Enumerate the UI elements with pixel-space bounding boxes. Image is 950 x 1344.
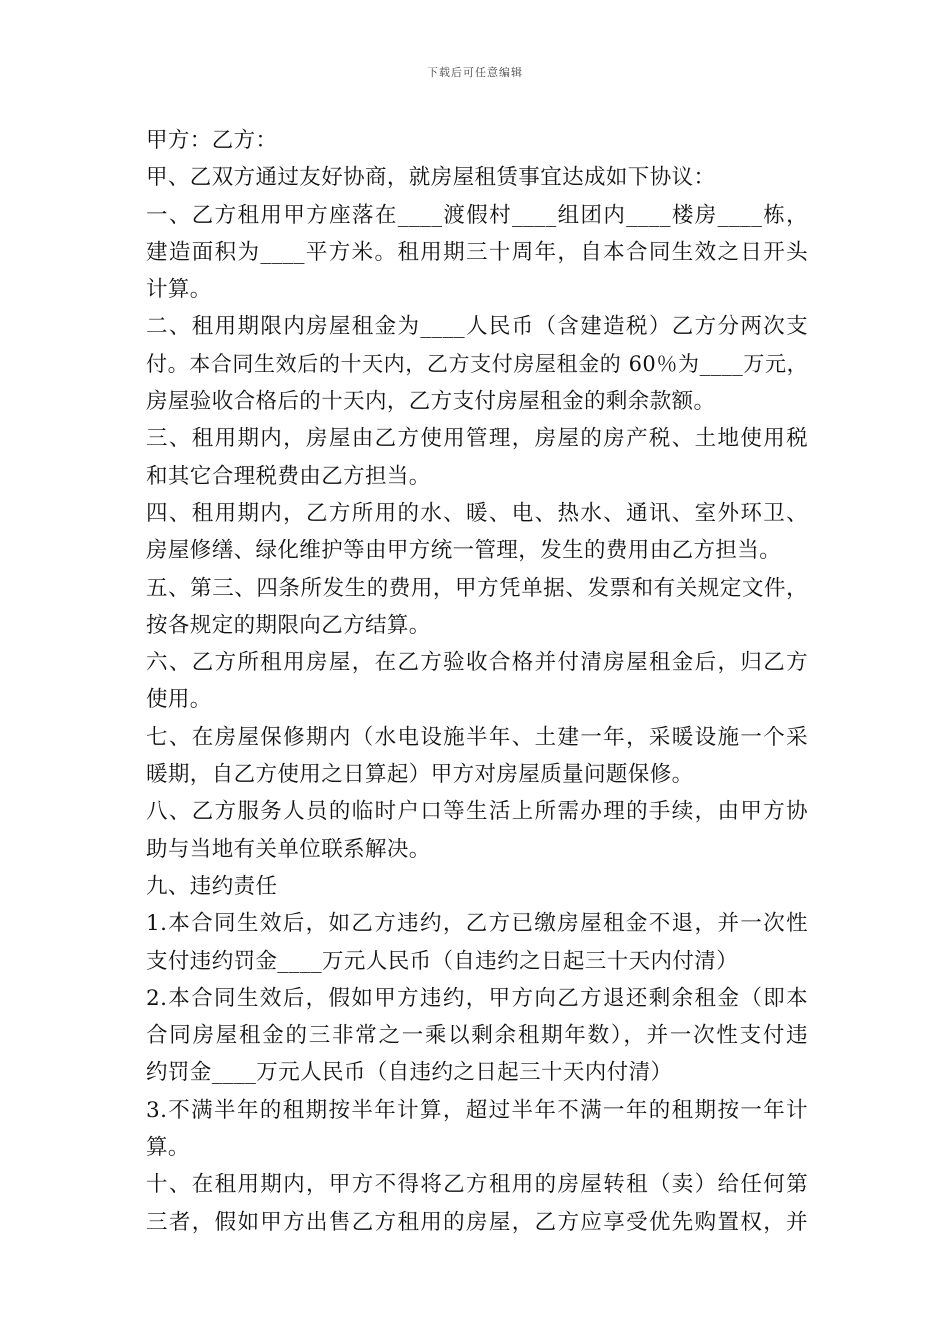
text-line: 甲、乙双方通过友好协商，就房屋租赁事宜达成如下协议： — [146, 165, 716, 191]
header-note: 下载后可任意编辑 — [427, 66, 523, 79]
contract-body — [146, 122, 808, 1241]
text-line: 九、违约责任 — [146, 873, 278, 899]
text-line: 按各规定的期限向乙方结算。 — [146, 612, 431, 638]
text-line: 暖期，自乙方使用之日算起）甲方对房屋质量问题保修。 — [146, 762, 694, 788]
text-line: 三者，假如甲方出售乙方租用的房屋，乙方应享受优先购置权，并 — [146, 1209, 808, 1235]
text-line: 一、乙方租用甲方座落在____渡假村____组团内____楼房____栋， — [146, 202, 808, 228]
text-line: 约罚金____万元人民币（自违约之日起三十天内付清） — [146, 1060, 673, 1086]
text-line: 2.本合同生效后，假如甲方违约，甲方向乙方退还剩余租金（即本 — [146, 985, 808, 1011]
text-line: 支付违约罚金____万元人民币（自违约之日起三十天内付清） — [146, 948, 739, 974]
text-line: 二、租用期限内房屋租金为____人民币（含建造税）乙方分两次支 — [146, 314, 808, 340]
text-line: 房屋验收合格后的十天内，乙方支付房屋租金的剩余款额。 — [146, 389, 716, 415]
text-line: 十、在租用期内，甲方不得将乙方租用的房屋转租（卖）给任何第 — [146, 1172, 808, 1198]
text-line: 三、租用期内，房屋由乙方使用管理，房屋的房产税、土地使用税 — [146, 426, 808, 452]
text-line: 合同房屋租金的三非常之一乘以剩余租期年数），并一次性支付违 — [146, 1023, 808, 1049]
text-line: 3.不满半年的租期按半年计算，超过半年不满一年的租期按一年计 — [146, 1097, 808, 1123]
text-line: 助与当地有关单位联系解决。 — [146, 836, 431, 862]
text-line: 建造面积为____平方米。租用期三十周年，自本合同生效之日开头 — [146, 239, 808, 265]
text-line: 五、第三、四条所发生的费用，甲方凭单据、发票和有关规定文件， — [146, 575, 808, 601]
text-line: 七、在房屋保修期内（水电设施半年、土建一年，采暖设施一个采 — [146, 724, 808, 750]
text-line: 八、乙方服务人员的临时户口等生活上所需办理的手续，由甲方协 — [146, 799, 808, 825]
text-line: 算。 — [146, 1135, 190, 1161]
text-line: 付。本合同生效后的十天内，乙方支付房屋租金的 60％为____万元， — [146, 351, 808, 376]
text-line: 四、租用期内，乙方所用的水、暖、电、热水、通讯、室外环卫、 — [146, 500, 808, 526]
text-line: 甲方：乙方： — [146, 128, 278, 153]
text-line: 使用。 — [146, 687, 212, 713]
text-line: 计算。 — [146, 277, 212, 303]
text-line: 房屋修缮、绿化维护等由甲方统一管理，发生的费用由乙方担当。 — [146, 538, 782, 564]
text-line: 1.本合同生效后，如乙方违约，乙方已缴房屋租金不退，并一次性 — [146, 911, 808, 937]
text-line: 和其它合理税费由乙方担当。 — [146, 463, 431, 489]
text-line: 六、乙方所租用房屋，在乙方验收合格并付清房屋租金后，归乙方 — [146, 650, 808, 676]
